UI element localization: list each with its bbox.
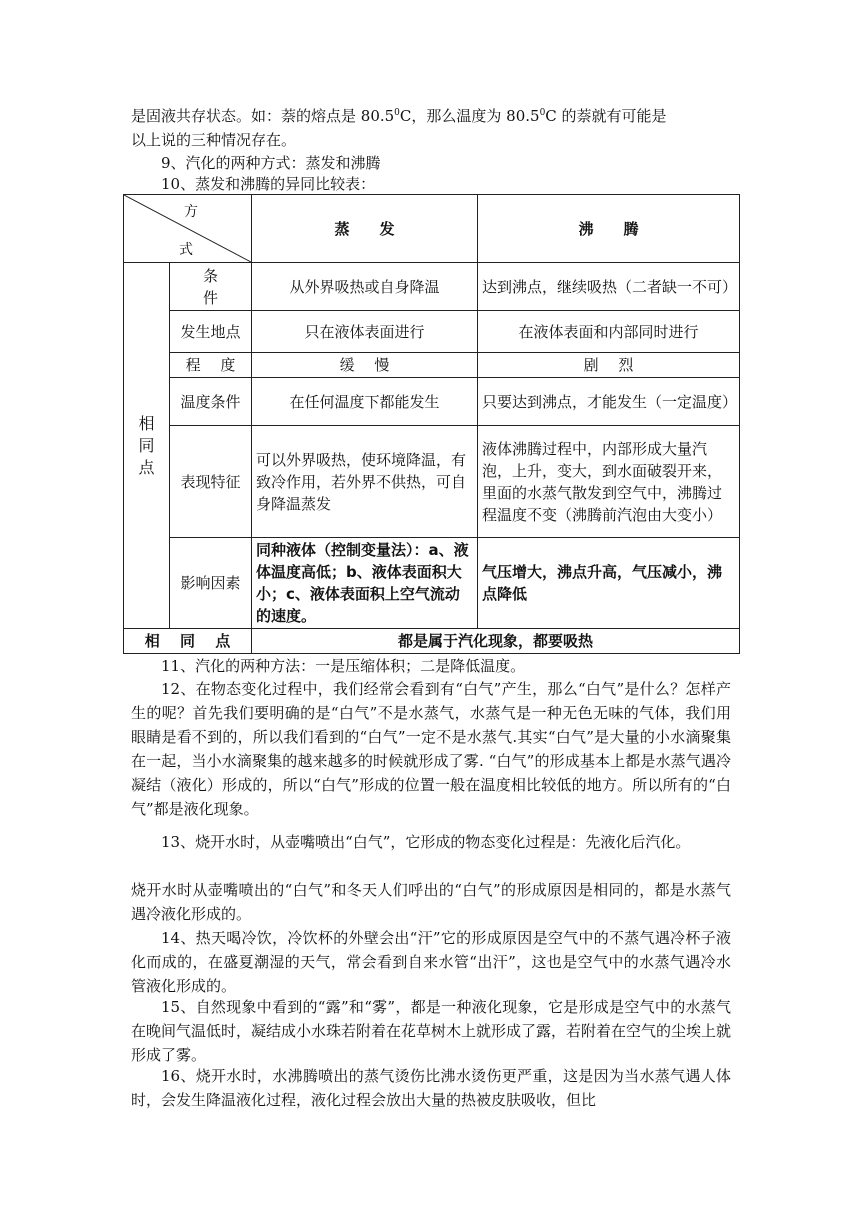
evap-cell: 可以外界吸热，使环境降温，有致冷作用，若外界不供热，可自身降温蒸发: [252, 426, 478, 538]
row-label: 表现特征: [170, 426, 252, 538]
paragraph-13b: 烧开水时从壶嘴喷出的“白气”和冬天人们呼出的“白气”的形成原因是相同的，都是水蒸气遇冷液化形成的。: [131, 881, 731, 923]
evap-cell: 同种液体（控制变量法）：a、液体温度高低；b、液体表面积大小；c、液体表面积上空气流动的速度。: [252, 538, 478, 629]
boil-cell: 达到沸点，继续吸热（二者缺一不可）: [478, 263, 740, 311]
header-boiling: 沸 腾: [478, 195, 740, 263]
table-row: [124, 353, 740, 378]
same-value: 都是属于汽化现象，都要吸热: [252, 629, 740, 654]
table-row: [124, 378, 740, 426]
row-label: 温度条件: [170, 378, 252, 426]
same-label: 相 同 点: [124, 629, 252, 654]
row-label: 条 件: [170, 263, 252, 311]
comparison-table: [123, 194, 740, 654]
corner-top-text: 方: [184, 204, 198, 220]
boil-cell: 在液体表面和内部同时进行: [478, 311, 740, 353]
table-row: [124, 426, 740, 538]
paragraph-15: 15、自然现象中看到的“露”和“雾”，都是一种液化现象，它是形成是空气中的水蒸气在晚间气温低时，凝结成小水珠若附着在花草树木上就形成了露，若附着在空气的尘埃上就形成了雾。: [131, 998, 732, 1064]
boil-cell: 液体沸腾过程中，内部形成大量汽泡，上升，变大，到水面破裂开来，里面的水蒸气散发到空气中，沸腾过程温度不变（沸腾前汽泡由大变小）: [478, 426, 740, 538]
evap-cell: 只在液体表面进行: [252, 311, 478, 353]
paragraph-16: 16、烧开水时，水沸腾喷出的蒸气烫伤比沸水烫伤更严重，这是因为当水蒸气遇人体时，会发生降温液化过程，液化过程会放出大量的热被皮肤吸收，但比: [131, 1067, 731, 1109]
paragraph-11: 11、汽化的两种方法：一是压缩体积；二是降低温度。: [161, 657, 526, 675]
row-label: 影响因素: [170, 538, 252, 629]
boil-cell: 气压增大，沸点升高，气压减小，沸点降低: [478, 538, 740, 629]
evap-cell: 缓 慢: [252, 353, 478, 378]
evap-cell: 在任何温度下都能发生: [252, 378, 478, 426]
evap-cell: 从外界吸热或自身降温: [252, 263, 478, 311]
header-evaporation: 蒸 发: [252, 195, 478, 263]
corner-bottom-text: 式: [179, 242, 193, 258]
table-header-row: [124, 195, 740, 263]
item-10: 10、蒸发和沸腾的异同比较表：: [161, 175, 376, 193]
intro-text-c: C 的萘就有可能是: [545, 107, 667, 125]
table-row: [124, 538, 740, 629]
paragraph-14: 14、热天喝冷饮，冷饮杯的外壁会出“汗”它的形成原因是空气中的不蒸气遇冷杯子液化而成的，在盛夏潮湿的天气，常会看到自来水管“出汗”，这也是空气中的水蒸气遇冷水管液化形成的。: [131, 929, 731, 995]
paragraph-13: 13、烧开水时，从壶嘴喷出“白气”，它形成的物态变化过程是：先液化后汽化。: [161, 833, 691, 851]
intro-line-1: [131, 104, 731, 128]
group-label-same: [124, 263, 170, 629]
paragraph-12: 12、在物态变化过程中，我们经常会看到有“白气”产生，那么“白气”是什么？怎样产生的呢？首先我们要明确的是“白气”不是水蒸气，水蒸气是一种无色无味的气体，我们用眼睛是看不到的，所以我们看到的“白气”一定不是水蒸气.其实“白气”是大量的小水滴聚集在一起，当小水滴聚集的越来越多的时候就形成了雾. “白气”的形成基本上都是水蒸气遇冷凝结（液化）形成的，所以“白气”形成的位置一般在温度相比较低的地方。所以所有的“白气”都是液化现象。: [131, 680, 731, 818]
table-row-same: [124, 629, 740, 654]
row-label: 程 度: [170, 353, 252, 378]
boil-cell: 只要达到沸点，才能发生（一定温度）: [478, 378, 740, 426]
group-char-2: 同: [138, 435, 155, 455]
degree-sup-2: 0: [539, 108, 546, 118]
boil-cell: 剧 烈: [478, 353, 740, 378]
table-row: [124, 311, 740, 353]
intro-text-b: C，那么温度为 80.5: [399, 107, 540, 125]
degree-sup-1: 0: [394, 108, 400, 118]
row-label: 发生地点: [170, 311, 252, 353]
group-char-3: 点: [138, 457, 155, 477]
table-row: [124, 263, 740, 311]
group-char-1: 相: [138, 413, 155, 433]
corner-cell: [124, 195, 252, 263]
intro-line-2: 以上说的三种情况存在。: [131, 131, 297, 149]
intro-text-a: 是固液共存状态。如：萘的熔点是 80.5: [131, 107, 395, 125]
item-9: 9、汽化的两种方式：蒸发和沸腾: [161, 154, 381, 172]
